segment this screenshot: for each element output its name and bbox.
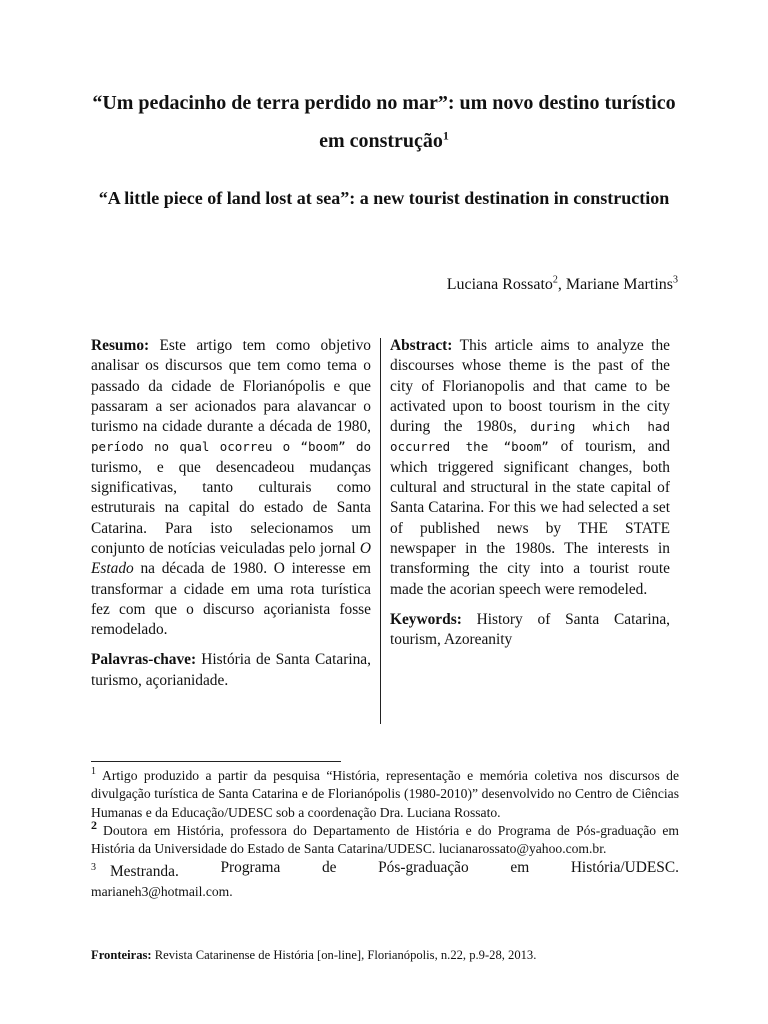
footnote-3-email: marianeh3@hotmail.com. [91,883,233,899]
title-portuguese [80,84,688,160]
abstract-text: of tourism, and which triggered significant changes, both cultural and structural in the state capital of Santa Catarina. For this we had selected a set of published news by THE STATE newspaper in the 1980s. The interests in transforming the city into a tourist route made the acorian speech were remodeled. [390,438,670,598]
author-footnote-mark: 2 [552,274,558,286]
author-name: Luciana Rossato [446,276,553,293]
resumo-text: turismo, e que desencadeou mudanças significativas, tanto culturais como estruturais na capital do estado de Santa Catarina. Para isto selecionamos um conjunto de notícias veiculadas pelo jornal [91,458,371,557]
resumo-paragraph [91,336,371,640]
column-divider [380,338,381,724]
authors-line [447,276,678,294]
author-footnote-mark: 3 [673,274,678,286]
footnotes [91,767,679,900]
footnote-mark: 2 [91,818,97,833]
resumo-text: Este artigo tem como objetivo analisar os discursos que tem como tema o passado da cidade de Florianópolis e que passaram a ser acionados para alavancar o turismo na cidade durante a década de 1980, [91,337,371,436]
abstract-paragraph [390,336,670,600]
resumo-label: Resumo: [91,337,150,354]
footnote-3-text: Mestranda. [110,863,179,881]
abstract-label: Abstract: [390,337,453,354]
footnote-3-word: de [321,859,337,877]
author-separator: , [557,276,566,293]
footnote-3-word: Programa [220,859,281,877]
palavras-chave-paragraph [91,650,371,691]
abstract-text-mono: during which had occurred the “boom” [390,419,670,455]
footnote-mark: 1 [91,766,96,778]
footnote-3-line [91,858,679,882]
palavras-chave-text: História de Santa Catarina, turismo, açorianidade. [91,651,371,689]
footnote-3-word: em [510,859,530,877]
footnote-1 [91,767,679,822]
footnote-mark: 3 [91,862,96,874]
keywords-paragraph [390,610,670,651]
resumo-text: na década de 1980. O interesse em transformar a cidade em uma rota turística fez com que o discurso açorianista fosse remodelado. [91,560,371,639]
keywords-label: Keywords: [390,610,462,628]
footnote-3 [91,858,679,899]
palavras-chave-label: Palavras-chave: [91,651,197,669]
footnote-3-word: História/UDESC. [570,859,679,877]
resumo-text-mono: período no qual ocorreu o “boom” do [91,439,371,455]
footnote-3-word [91,858,179,882]
journal-footer [91,948,536,963]
title-footnote-mark: 1 [442,128,449,143]
footnote-2 [91,818,679,859]
newspaper-name: O Estado [91,539,371,578]
footnote-text: Doutora em História, professora do Departamento de História e do Programa de Pós-graduação em História da Universidade do Estado de Santa Catarina/UDESC. lucianarossato@yahoo.com.br. [91,822,679,857]
footer-label: Fronteiras: [91,948,152,962]
footnote-separator [91,761,341,762]
keywords-text: History of Santa Catarina, tourism, Azoreanity [390,610,670,649]
footnote-3-word: Pós-graduação [378,859,469,877]
author-name: Mariane Martins [565,276,673,293]
abstract-column [390,336,670,650]
title-portuguese-text: “Um pedacinho de terra perdido no mar”: um novo destino turístico em construção [92,92,676,152]
footer-text: Revista Catarinense de História [on-line], Florianópolis, n.22, p.9-28, 2013. [151,948,537,962]
footnote-text: Artigo produzido a partir da pesquisa “História, representação e memória coletiva nos discursos de divulgação turística de Santa Catarina e de Florianópolis (1980-2010)” desenvolvido no Centro de Ciências Humanas e da Educação/UDESC sob a coordenação Dra. Luciana Rossato. [91,768,679,820]
abstract-text: This article aims to analyze the discourses whose theme is the past of the city of Florianopolis and that came to be activated upon to boost tourism in the city during the 1980s, [390,337,670,436]
resumo-column [91,336,371,691]
title-english: “A little piece of land lost at sea”: a new tourist destination in construction [98,188,670,208]
